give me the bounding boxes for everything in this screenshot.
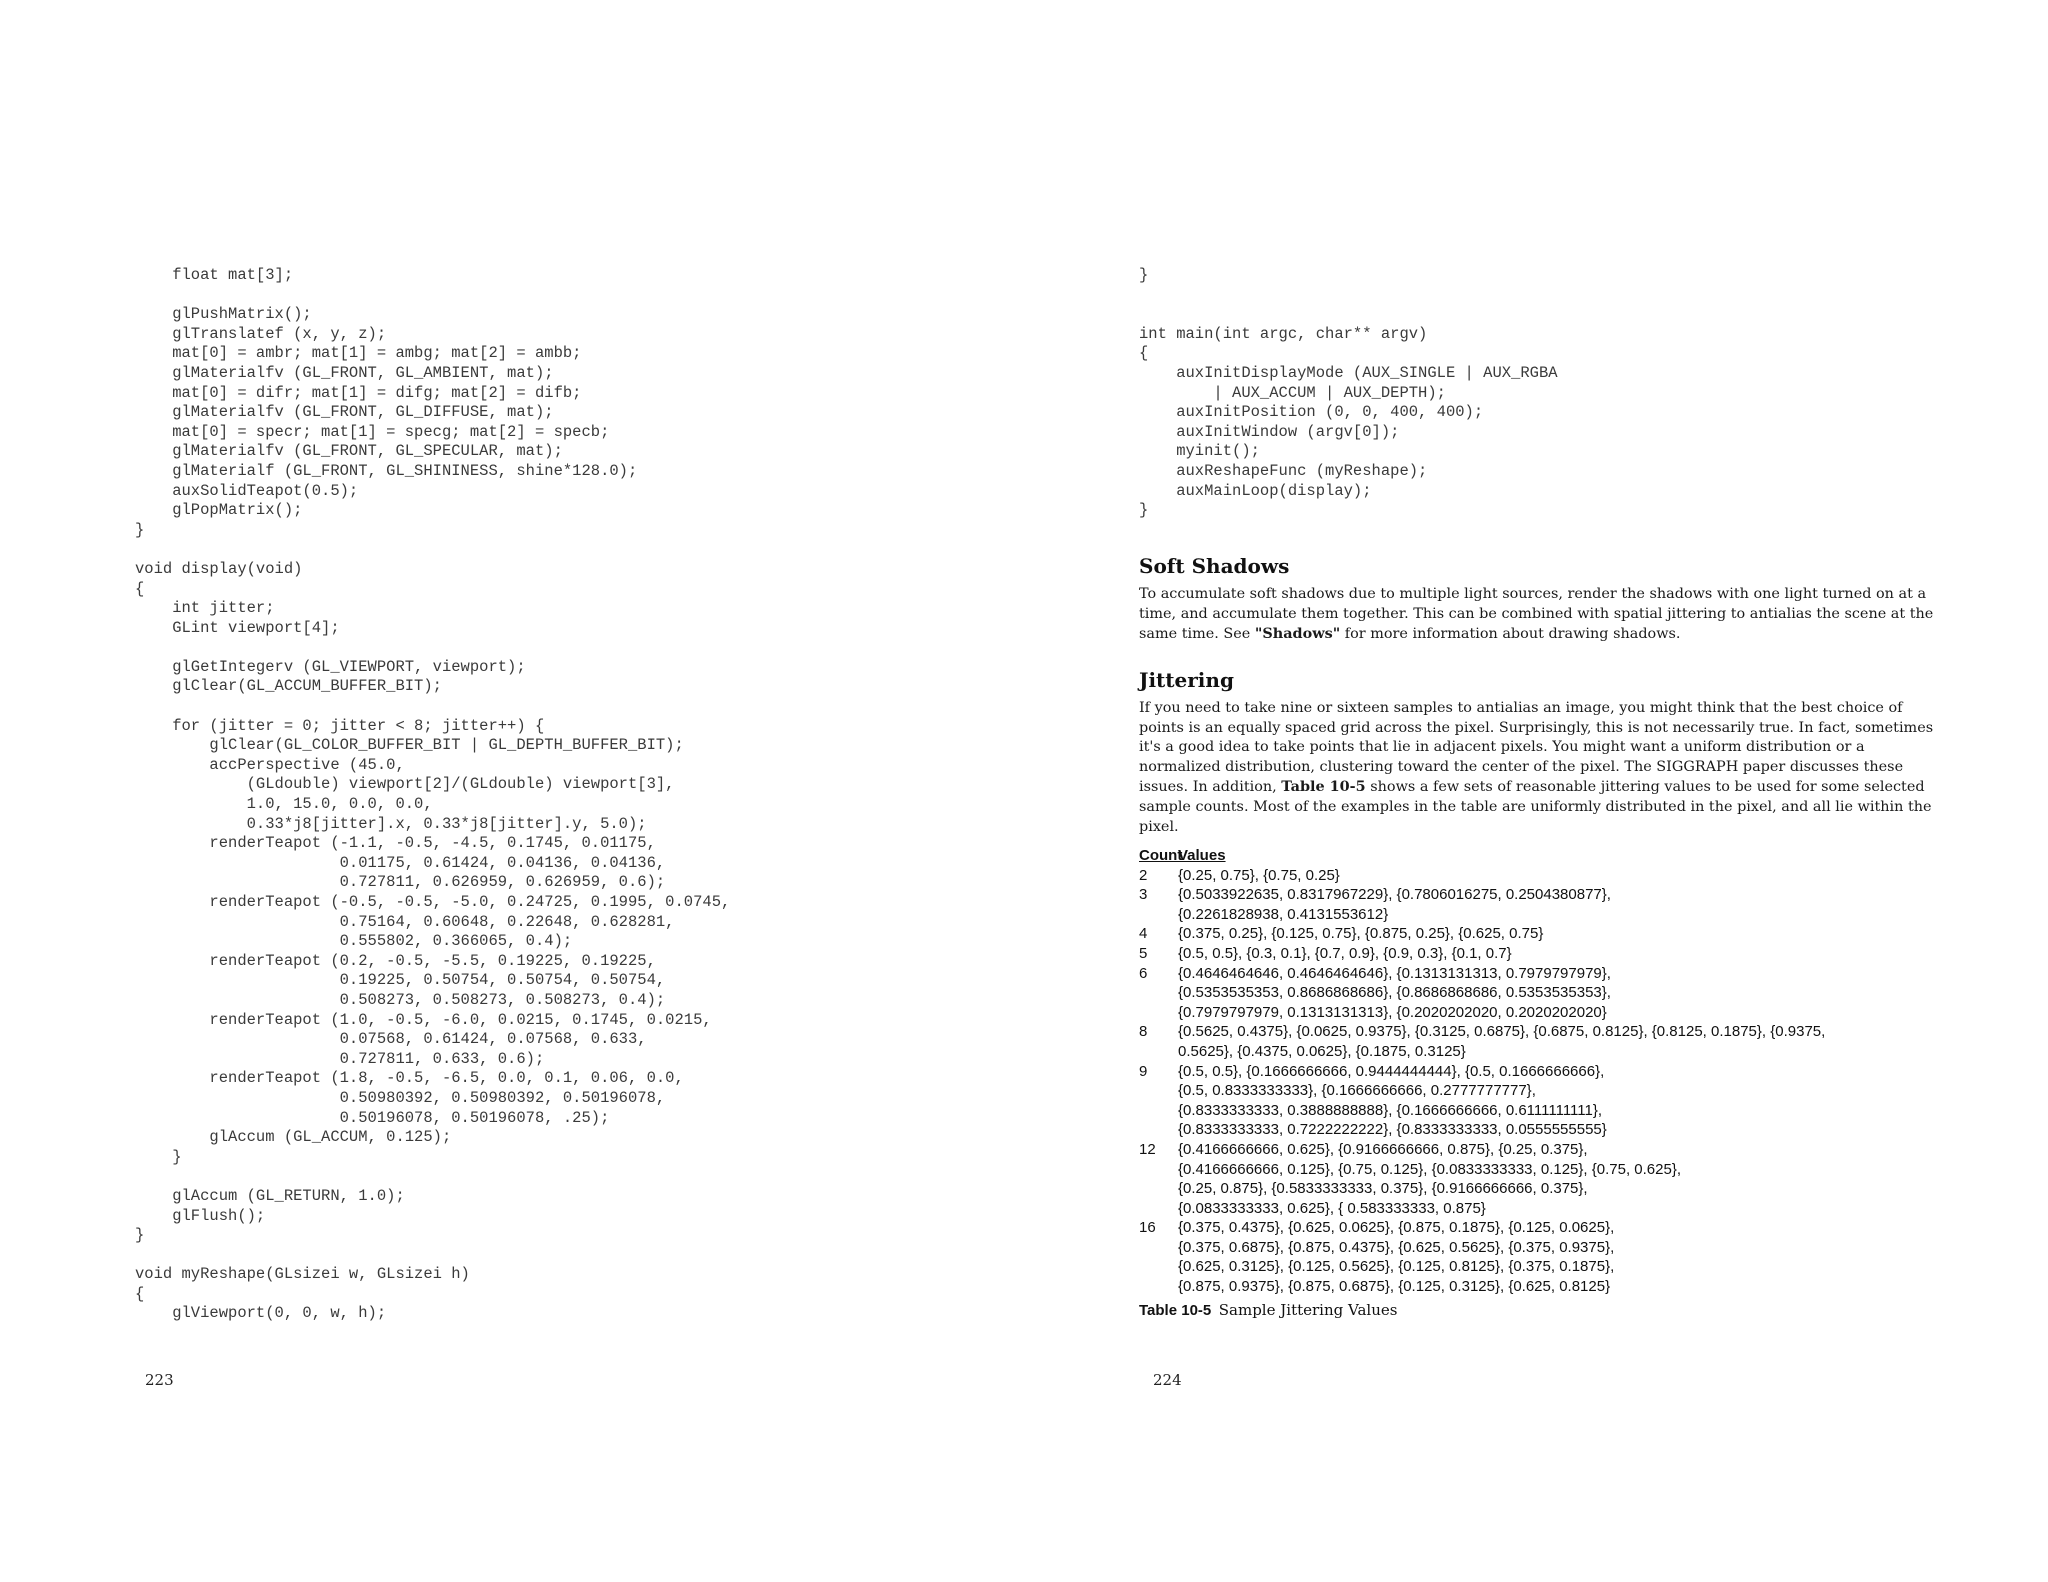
table-cell-values-line: {0.875, 0.9375}, {0.875, 0.6875}, {0.125, 0.3125}, {0.625, 0.8125} [1178, 1278, 1611, 1296]
table-cell-values [1178, 964, 1959, 1023]
table-cell-count: 6 [1139, 964, 1148, 982]
table-header-values: Values [1178, 847, 1226, 864]
table-cell-values-line: {0.5625, 0.4375}, {0.0625, 0.9375}, {0.3125, 0.6875}, {0.6875, 0.8125}, {0.8125, 0.1875}, {0.9375, [1178, 1023, 1826, 1041]
paragraph-text: shows a few sets of reasonable jittering values to be used for some selected sample counts. Most of the examples in the table are uniformly distributed in the pixel, and all lie within the pixel. [1139, 779, 1932, 835]
table-cell-values-line: {0.375, 0.6875}, {0.875, 0.4375}, {0.625, 0.5625}, {0.375, 0.9375}, [1178, 1238, 1615, 1256]
table-header-row [1139, 846, 1959, 866]
table-cell-values-line: {0.7979797979, 0.1313131313}, {0.2020202020, 0.2020202020} [1178, 1003, 1607, 1021]
table-cell-values [1178, 885, 1959, 924]
table-cell-count: 8 [1139, 1023, 1148, 1041]
paragraph-text: for more information about drawing shadows. [1340, 626, 1681, 643]
table-cross-reference-link[interactable]: Table 10-5 [1281, 778, 1366, 796]
table-row [1139, 866, 1959, 886]
table-row [1139, 944, 1959, 964]
table-row [1139, 1218, 1959, 1296]
table-cell-values-line: {0.375, 0.25}, {0.125, 0.75}, {0.875, 0.25}, {0.625, 0.75} [1178, 925, 1544, 943]
table-cell-count: 12 [1139, 1140, 1156, 1158]
table-cell-count: 4 [1139, 925, 1148, 943]
table-cell-values-line: 0.5625}, {0.4375, 0.0625}, {0.1875, 0.3125} [1178, 1042, 1466, 1060]
jittering-values-table [1139, 846, 1959, 1297]
table-cell-values [1178, 866, 1959, 886]
code-listing: float mat[3]; glPushMatrix(); glTranslatef (x, y, z); mat[0] = ambr; mat[1] = ambg; mat[2] = ambb; glMaterialfv (GL_FRONT, GL_AMBIENT, mat); mat[0] = difr; mat[1] = difg; mat[2] = difb; glMaterialfv (GL_FRONT, GL_DIFFUSE, mat); mat[0] = specr; mat[1] = specg; mat[2] = specb; glMaterialfv (GL_FRONT, GL_SPECULAR, mat); glMaterialf (GL_FRONT, GL_SHININESS, shine*128.0); auxSolidTeapot(0.5); glPopMatrix(); } void display(void) { int jitter; GLint viewport[4]; glGetIntegerv (GL_VIEWPORT, viewport); glClear(GL_ACCUM_BUFFER_BIT); for (jitter = 0; jitter < 8; jitter++) { glClear(GL_COLOR_BUFFER_BIT | GL_DEPTH_BUFFER_BIT); accPerspective (45.0, (GLdouble) viewport[2]/(GLdouble) viewport[3], 1.0, 15.0, 0.0, 0.0, 0.33*j8[jitter].x, 0.33*j8[jitter].y, 5.0); renderTeapot (-1.1, -0.5, -4.5, 0.1745, 0.01175, 0.01175, 0.61424, 0.04136, 0.04136, 0.727811, 0.626959, 0.626959, 0.6); renderTeapot (-0.5, -0.5, -5.0, 0.24725, 0.1995, 0.0745, 0.75164, 0.60648, 0.22648, 0.628281, 0.555802, 0.366065, 0.4); renderTeapot (0.2, -0.5, -5.5, 0.19225, 0.19225, 0.19225, 0.50754, 0.50754, 0.50754, 0.508273, 0.508273, 0.508273, 0.4); renderTeapot (1.0, -0.5, -6.0, 0.0215, 0.1745, 0.0215, 0.07568, 0.61424, 0.07568, 0.633, 0.727811, 0.633, 0.6); renderTeapot (1.8, -0.5, -6.5, 0.0, 0.1, 0.06, 0.0, 0.50980392, 0.50980392, 0.50196078, 0.50196078, 0.50196078, .25); glAccum (GL_ACCUM, 0.125); } glAccum (GL_RETURN, 1.0); glFlush(); } void myReshape(GLsizei w, GLsizei h) { glViewport(0, 0, w, h); [135, 266, 731, 1323]
table-cell-values-line: {0.4646464646, 0.4646464646}, {0.1313131313, 0.7979797979}, [1178, 964, 1611, 982]
table-cell-values [1178, 944, 1959, 964]
table-row [1139, 1022, 1959, 1061]
table-cell-values [1178, 1218, 1959, 1296]
section-heading-jittering: Jittering [1139, 668, 1234, 692]
table-cell-values-line: {0.25, 0.875}, {0.5833333333, 0.375}, {0.9166666666, 0.375}, [1178, 1180, 1588, 1198]
table-cell-count: 16 [1139, 1219, 1156, 1237]
table-cell-values-line: {0.8333333333, 0.3888888888}, {0.1666666666, 0.6111111111}, [1178, 1101, 1603, 1119]
table-row [1139, 964, 1959, 1023]
table-caption-text: Sample Jittering Values [1218, 1301, 1398, 1319]
table-cell-values [1178, 1140, 1959, 1218]
table-row [1139, 924, 1959, 944]
page-number: 224 [1153, 1371, 1182, 1389]
table-cell-values-line: {0.5, 0.8333333333}, {0.1666666666, 0.2777777777}, [1178, 1082, 1536, 1100]
table-cell-values-line: {0.5, 0.5}, {0.3, 0.1}, {0.7, 0.9}, {0.9, 0.3}, {0.1, 0.7} [1178, 944, 1512, 962]
table-cell-count: 9 [1139, 1062, 1148, 1080]
shadows-cross-reference-link[interactable]: "Shadows" [1254, 625, 1341, 643]
table-header-count: Count [1139, 847, 1183, 864]
table-cell-values-line: {0.25, 0.75}, {0.75, 0.25} [1178, 866, 1340, 884]
table-caption [1139, 1301, 1397, 1322]
table-caption-label: Table 10-5 [1139, 1302, 1212, 1319]
table-cell-values [1178, 924, 1959, 944]
table-cell-values-line: {0.4166666666, 0.125}, {0.75, 0.125}, {0.0833333333, 0.125}, {0.75, 0.625}, [1178, 1160, 1681, 1178]
table-cell-values-line: {0.2261828938, 0.4131553612} [1178, 905, 1389, 923]
table-row [1139, 1140, 1959, 1218]
table-cell-values-line: {0.5, 0.5}, {0.1666666666, 0.9444444444}, {0.5, 0.1666666666}, [1178, 1062, 1605, 1080]
table-cell-values-line: {0.4166666666, 0.625}, {0.9166666666, 0.875}, {0.25, 0.375}, [1178, 1140, 1588, 1158]
table-cell-values-line: {0.375, 0.4375}, {0.625, 0.0625}, {0.875, 0.1875}, {0.125, 0.0625}, [1178, 1219, 1615, 1237]
right-page [1024, 0, 2048, 1582]
table-cell-values-line: {0.5033922635, 0.8317967229}, {0.7806016275, 0.2504380877}, [1178, 886, 1611, 904]
jittering-paragraph [1139, 699, 1947, 837]
table-cell-values [1178, 1062, 1959, 1140]
table-cell-count: 5 [1139, 944, 1148, 962]
table-cell-values-line: {0.625, 0.3125}, {0.125, 0.5625}, {0.125, 0.8125}, {0.375, 0.1875}, [1178, 1258, 1615, 1276]
paragraph-text: To accumulate soft shadows due to multiple light sources, render the shadows with one light turned on at a time, and accumulate them together. This can be combined with spatial jittering to antialias the scene at the same time. See [1139, 586, 1934, 643]
table-cell-values-line: {0.5353535353, 0.8686868686}, {0.8686868686, 0.5353535353}, [1178, 984, 1611, 1002]
table-cell-count: 2 [1139, 866, 1148, 884]
table-row [1139, 1062, 1959, 1140]
page-number: 223 [145, 1371, 174, 1389]
table-body [1139, 866, 1959, 1297]
table-cell-values [1178, 1022, 1959, 1061]
table-cell-values-line: {0.0833333333, 0.625}, { 0.583333333, 0.875} [1178, 1199, 1486, 1217]
paragraph-text: If you need to take nine or sixteen samples to antialias an image, you might think that the best choice of points is an equally spaced grid across the pixel. Surprisingly, this is not necessarily true. In fact, sometimes it's a good idea to take points that lie in adjacent pixels. You might want a uniform distribution or a normalized distribution, clustering toward the center of the pixel. The SIGGRAPH paper discusses these issues. In addition, [1139, 700, 1934, 796]
table-row [1139, 885, 1959, 924]
soft-shadows-paragraph [1139, 585, 1947, 645]
table-cell-count: 3 [1139, 886, 1148, 904]
code-listing: } int main(int argc, char** argv) { auxInitDisplayMode (AUX_SINGLE | AUX_RGBA | AUX_ACCUM | AUX_DEPTH); auxInitPosition (0, 0, 400, 400); auxInitWindow (argv[0]); myinit(); auxReshapeFunc (myReshape); auxMainLoop(display); } [1139, 266, 1558, 520]
section-heading-soft-shadows: Soft Shadows [1139, 554, 1290, 578]
table-cell-values-line: {0.8333333333, 0.7222222222}, {0.8333333333, 0.0555555555} [1178, 1121, 1607, 1139]
